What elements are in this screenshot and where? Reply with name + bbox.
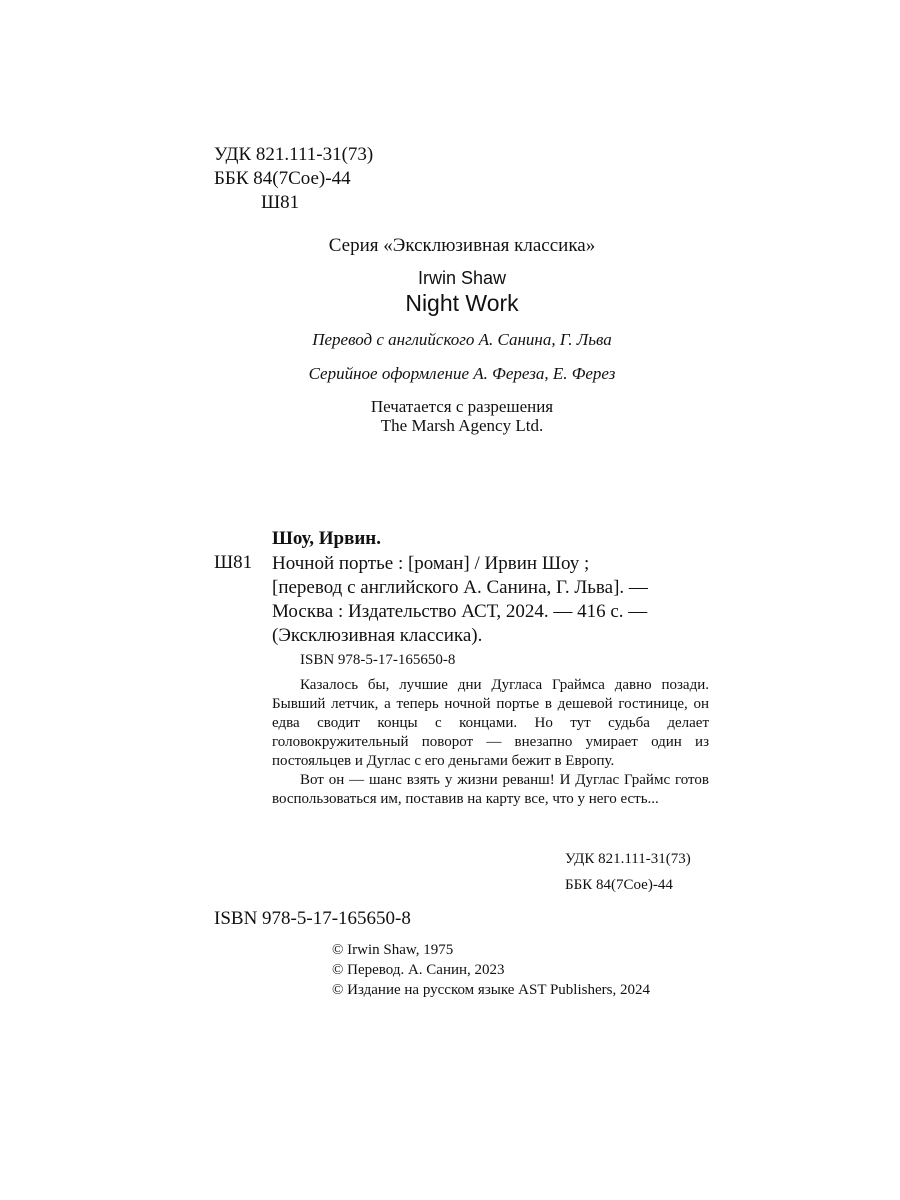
catalog-isbn: ISBN 978-5-17-165650-8 xyxy=(300,652,456,668)
catalog-code: Ш81 xyxy=(214,552,253,573)
copyright-block xyxy=(332,940,650,1000)
catalog-udk: УДК 821.111-31(73) xyxy=(565,851,691,867)
translation-credit: Перевод с английского А. Санина, Г. Льва xyxy=(312,330,612,349)
annotation-paragraph: Казалось бы, лучшие дни Дугласа Граймса давно позади. Бывший летчик, а теперь ночной портье в дешевой гостинице, он едва сводит концы с концами. Но тут судьба делает головокружительный поворот — внезапно умирает один из постояльцев и Дуглас с его деньгами бежит в Европу. xyxy=(272,677,709,769)
catalog-description-line: (Эксклюзивная классика). xyxy=(272,625,483,646)
catalog-bbk: ББК 84(7Сое)-44 xyxy=(565,877,673,893)
author-sign: Ш81 xyxy=(261,192,300,213)
copyright-line: © Перевод. А. Санин, 2023 xyxy=(332,962,505,978)
udk-code: УДК 821.111-31(73) xyxy=(214,144,374,165)
catalog-description-line: Ночной портье : [роман] / Ирвин Шоу ; xyxy=(272,553,590,574)
copyright-line: © Издание на русском языке AST Publishers, 2024 xyxy=(332,982,650,998)
annotation-paragraph: Вот он — шанс взять у жизни реванш! И Дуглас Граймс готов воспользоваться им, поставив на карту все, что у него есть... xyxy=(272,772,709,807)
isbn: ISBN 978-5-17-165650-8 xyxy=(214,908,411,929)
permission-line-2: The Marsh Agency Ltd. xyxy=(380,416,544,435)
annotation xyxy=(272,676,709,809)
classification-block xyxy=(214,143,373,215)
catalog-author: Шоу, Ирвин. xyxy=(272,528,381,549)
original-title: Night Work xyxy=(405,290,519,316)
permission-notice xyxy=(0,397,900,435)
catalog-description xyxy=(272,552,720,648)
catalog-description-line: [перевод с английского А. Санина, Г. Льва]. — xyxy=(272,577,648,598)
series-name: Серия «Эксклюзивная классика» xyxy=(328,235,596,256)
bbk-code: ББК 84(7Сое)-44 xyxy=(214,168,351,189)
design-credit: Серийное оформление А. Фереза, Е. Ферез xyxy=(308,364,616,383)
catalog-description-line: Москва : Издательство АСТ, 2024. — 416 с. — xyxy=(272,601,648,622)
original-author: Irwin Shaw xyxy=(417,268,507,288)
copyright-line: © Irwin Shaw, 1975 xyxy=(332,942,454,958)
permission-line-1: Печатается с разрешения xyxy=(370,397,554,416)
